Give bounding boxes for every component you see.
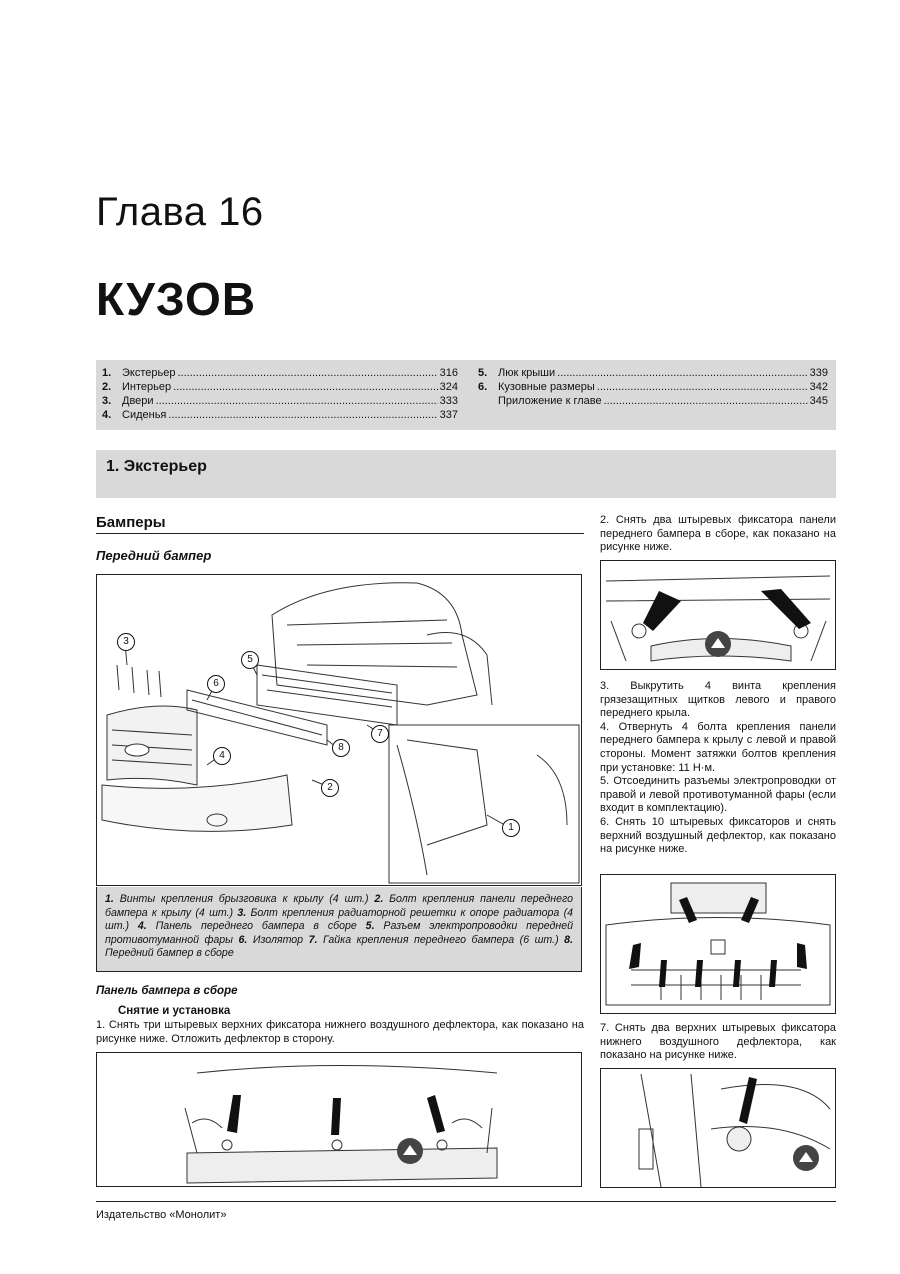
toc-leader	[173, 380, 438, 394]
toc-item[interactable]	[478, 380, 828, 394]
toc-label: Двери	[122, 395, 154, 407]
toc-label: Люк крыши	[498, 367, 556, 379]
toc-leader	[177, 366, 437, 380]
heading-bumpers: Бамперы	[96, 514, 166, 531]
footer-publisher: Издательство «Монолит»	[96, 1209, 227, 1221]
toc-label: Интерьер	[122, 381, 172, 393]
callout-6: 6	[207, 675, 225, 693]
footer-rule	[96, 1201, 836, 1202]
chapter-number: Глава 16	[96, 190, 264, 234]
steps-3-6-text	[600, 680, 836, 857]
caption-num: 3.	[237, 906, 247, 919]
caption-num: 2.	[374, 893, 384, 905]
step-1-figure	[96, 1052, 582, 1187]
toc-leader	[156, 394, 438, 408]
toc-num: 2.	[102, 381, 112, 393]
step-7-text: 7. Снять два верхних штыревых фиксатора нижнего воздушного дефлектора, как показано на рисунке ниже.	[600, 1022, 836, 1062]
toc-num: 6.	[478, 381, 488, 393]
step-5-text: 5. Отсоединить разъемы электропроводки от правой и левой противотуманной фары (если входит в комплектацию).	[600, 775, 836, 815]
step-1-drawing	[97, 1053, 581, 1186]
toc-item[interactable]	[102, 394, 458, 408]
step-3-text: 3. Выкрутить 4 винта крепления грязезащитных щитков левого и правого переднего крыла.	[600, 680, 836, 720]
toc-page: 339	[809, 367, 828, 379]
toc-leader	[597, 380, 808, 394]
step-4-text: 4. Отвернуть 4 болта крепления панели переднего бампера к крылу с левой и правой стороны. Момент затяжки болтов крепления при установке: 11 Н·м.	[600, 720, 836, 774]
exploded-view-drawing	[97, 575, 581, 885]
toc-item[interactable]	[102, 408, 458, 422]
caption-item: Винты крепления брызговика к крылу (4 шт.)	[113, 893, 375, 905]
toc-item[interactable]	[102, 366, 458, 380]
caption-num: 4.	[137, 920, 147, 933]
toc-left-column	[102, 366, 458, 422]
caption-text	[97, 887, 581, 967]
step-6-figure	[600, 874, 836, 1014]
step-7-figure	[600, 1068, 836, 1188]
publisher-logo-icon	[397, 1138, 423, 1164]
toc-num: 1.	[102, 367, 112, 379]
caption-num: 5.	[365, 920, 375, 933]
caption-item: Изолятор	[247, 933, 309, 946]
toc-item[interactable]	[478, 366, 828, 380]
table-of-contents	[96, 360, 836, 430]
callout-5: 5	[241, 651, 259, 669]
callout-4: 4	[213, 747, 231, 765]
caption-item: Панель переднего бампера в сборе	[146, 920, 366, 933]
caption-item: Болт крепления панели переднего бампера к крылу (4 шт.)	[105, 893, 573, 919]
section-header	[96, 450, 836, 498]
caption-item: Гайка крепления переднего бампера (6 шт.)	[317, 933, 565, 946]
toc-label: Сиденья	[122, 409, 167, 421]
caption-num: 6.	[238, 933, 248, 946]
callout-8: 8	[332, 739, 350, 757]
toc-page: 337	[439, 409, 458, 421]
toc-item[interactable]	[102, 380, 458, 394]
toc-leader	[168, 408, 437, 422]
heading-rule	[96, 533, 584, 534]
toc-page: 324	[439, 381, 458, 393]
toc-num: 3.	[102, 395, 112, 407]
chapter-title: КУЗОВ	[96, 273, 257, 325]
step-6-drawing	[601, 875, 835, 1013]
toc-right-column	[478, 366, 828, 408]
caption-num: 8.	[564, 933, 573, 946]
step-1-text: 1. Снять три штыревых верхних фиксатора нижнего воздушного дефлектора, как показано на рисунке ниже. Отложить дефлектор в сторону.	[96, 1019, 584, 1045]
callout-7: 7	[371, 725, 389, 743]
callout-3: 3	[117, 633, 135, 651]
heading-removal-installation: Снятие и установка	[118, 1005, 231, 1017]
toc-page: 345	[809, 395, 828, 407]
toc-page: 342	[809, 381, 828, 393]
toc-leader	[604, 394, 808, 408]
caption-item: Передний бампер в сборе	[105, 947, 234, 960]
step-6-text: 6. Снять 10 штыревых фиксаторов и снять верхний воздушный дефлектор, как показано на рисунке ниже.	[600, 815, 836, 856]
step-2-text: 2. Снять два штыревых фиксатора панели переднего бампера в сборе, как показано на рисунке ниже.	[600, 514, 836, 554]
toc-num: 5.	[478, 367, 488, 379]
heading-front-bumper: Передний бампер	[96, 548, 212, 563]
caption-item: Болт крепления радиаторной решетки к опоре радиатора (4 шт.)	[105, 906, 573, 933]
toc-num	[478, 394, 498, 408]
toc-leader	[557, 366, 807, 380]
caption-num: 1.	[105, 893, 114, 905]
toc-label: Экстерьер	[122, 367, 176, 379]
toc-page: 316	[439, 367, 458, 379]
callout-2: 2	[321, 779, 339, 797]
step-2-figure	[600, 560, 836, 670]
toc-label: Приложение к главе	[498, 395, 602, 407]
toc-item[interactable]	[478, 394, 828, 408]
caption-item: Разъем электропроводки передней противотуманной фары	[105, 920, 573, 946]
toc-page: 333	[439, 395, 458, 407]
toc-label: Кузовные размеры	[498, 381, 595, 393]
callout-1: 1	[502, 819, 520, 837]
heading-bumper-panel: Панель бампера в сборе	[96, 985, 238, 997]
publisher-logo-icon	[705, 631, 731, 657]
front-bumper-exploded-figure	[96, 574, 582, 886]
section-title: 1. Экстерьер	[106, 458, 207, 475]
publisher-logo-icon	[793, 1145, 819, 1171]
figure-caption	[96, 887, 582, 972]
caption-num: 7.	[308, 933, 318, 946]
toc-num: 4.	[102, 409, 112, 421]
